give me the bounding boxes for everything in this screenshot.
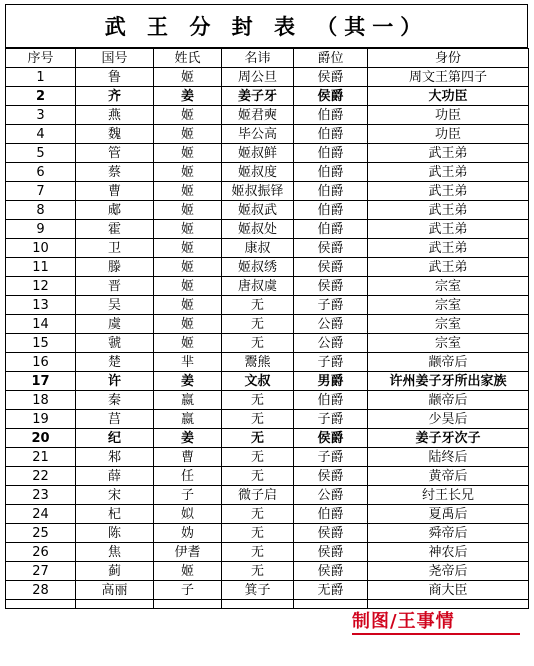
table-cell: 侯爵 xyxy=(294,258,368,277)
table-cell: 嬴 xyxy=(154,410,222,429)
table-cell: 商大臣 xyxy=(368,581,529,600)
table-cell: 舜帝后 xyxy=(368,524,529,543)
table-cell: 无 xyxy=(222,448,294,467)
table-cell: 虞 xyxy=(76,315,154,334)
table-cell: 伯爵 xyxy=(294,182,368,201)
table-cell: 妫 xyxy=(154,524,222,543)
table-cell: 箕子 xyxy=(222,581,294,600)
table-cell: 侯爵 xyxy=(294,277,368,296)
table-cell: 16 xyxy=(6,353,76,372)
table-cell: 姬 xyxy=(154,315,222,334)
table-cell: 周公旦 xyxy=(222,68,294,87)
table-cell: 伯爵 xyxy=(294,505,368,524)
table-cell: 纪 xyxy=(76,429,154,448)
table-cell: 鲁 xyxy=(76,68,154,87)
table-cell: 无 xyxy=(222,543,294,562)
table-body xyxy=(6,49,529,609)
table-cell: 吴 xyxy=(76,296,154,315)
table-cell: 宗室 xyxy=(368,277,529,296)
table-cell: 无 xyxy=(222,562,294,581)
table-cell: 纣王长兄 xyxy=(368,486,529,505)
table-cell: 武王弟 xyxy=(368,163,529,182)
table-row xyxy=(6,562,529,581)
table-cell: 13 xyxy=(6,296,76,315)
table-cell: 10 xyxy=(6,239,76,258)
table-cell: 管 xyxy=(76,144,154,163)
table-cell: 毕公高 xyxy=(222,125,294,144)
table-row xyxy=(6,201,529,220)
table-cell: 楚 xyxy=(76,353,154,372)
table-cell: 姜 xyxy=(154,372,222,391)
table-cell: 黄帝后 xyxy=(368,467,529,486)
table-cell: 侯爵 xyxy=(294,87,368,106)
table-cell: 姬 xyxy=(154,296,222,315)
table-cell: 许 xyxy=(76,372,154,391)
table-cell: 颛帝后 xyxy=(368,391,529,410)
table-cell: 晋 xyxy=(76,277,154,296)
table-cell: 姬叔鲜 xyxy=(222,144,294,163)
table-cell: 功臣 xyxy=(368,125,529,144)
table-row xyxy=(6,220,529,239)
table-row xyxy=(6,524,529,543)
table-cell: 伊耆 xyxy=(154,543,222,562)
table-cell: 无 xyxy=(222,334,294,353)
table-cell: 任 xyxy=(154,467,222,486)
column-header: 名讳 xyxy=(222,49,294,68)
table-cell: 姬叔武 xyxy=(222,201,294,220)
table-cell: 伯爵 xyxy=(294,125,368,144)
column-header: 爵位 xyxy=(294,49,368,68)
header-row xyxy=(6,49,529,68)
table-row xyxy=(6,87,529,106)
table-cell: 燕 xyxy=(76,106,154,125)
table-cell: 姬君奭 xyxy=(222,106,294,125)
table-cell: 宋 xyxy=(76,486,154,505)
table-cell: 1 xyxy=(6,68,76,87)
table-cell: 5 xyxy=(6,144,76,163)
table-cell: 武王弟 xyxy=(368,144,529,163)
table-row xyxy=(6,486,529,505)
table-row xyxy=(6,182,529,201)
table-row xyxy=(6,467,529,486)
table-cell: 微子启 xyxy=(222,486,294,505)
table-cell: 姬 xyxy=(154,220,222,239)
table-cell: 滕 xyxy=(76,258,154,277)
table-cell: 宗室 xyxy=(368,296,529,315)
table-cell: 武王弟 xyxy=(368,201,529,220)
table-cell: 姬叔绣 xyxy=(222,258,294,277)
table-cell: 姬 xyxy=(154,239,222,258)
table-cell: 姬 xyxy=(154,144,222,163)
table-row xyxy=(6,144,529,163)
table-cell: 3 xyxy=(6,106,76,125)
column-header: 序号 xyxy=(6,49,76,68)
blank-cell xyxy=(6,600,76,609)
table-row xyxy=(6,163,529,182)
table-cell: 姬叔度 xyxy=(222,163,294,182)
blank-cell xyxy=(222,600,294,609)
table-cell: 姬叔振铎 xyxy=(222,182,294,201)
table-cell: 莒 xyxy=(76,410,154,429)
table-cell: 伯爵 xyxy=(294,391,368,410)
table-cell: 唐叔虞 xyxy=(222,277,294,296)
table-cell: 武王弟 xyxy=(368,239,529,258)
table-cell: 霍 xyxy=(76,220,154,239)
table-cell: 宗室 xyxy=(368,334,529,353)
table-cell: 22 xyxy=(6,467,76,486)
table-cell: 无 xyxy=(222,524,294,543)
table-cell: 24 xyxy=(6,505,76,524)
table-cell: 齐 xyxy=(76,87,154,106)
table-cell: 28 xyxy=(6,581,76,600)
table-cell: 26 xyxy=(6,543,76,562)
table-row xyxy=(6,125,529,144)
table-cell: 芈 xyxy=(154,353,222,372)
table-cell: 大功臣 xyxy=(368,87,529,106)
table-cell: 子 xyxy=(154,581,222,600)
table-row xyxy=(6,277,529,296)
table-cell: 6 xyxy=(6,163,76,182)
table-cell: 15 xyxy=(6,334,76,353)
table-cell: 伯爵 xyxy=(294,220,368,239)
table-cell: 曹 xyxy=(154,448,222,467)
table-cell: 23 xyxy=(6,486,76,505)
table-cell: 姜子牙次子 xyxy=(368,429,529,448)
table-cell: 蔡 xyxy=(76,163,154,182)
table-cell: 无 xyxy=(222,391,294,410)
table-cell: 嬴 xyxy=(154,391,222,410)
table-cell: 焦 xyxy=(76,543,154,562)
table-cell: 颛帝后 xyxy=(368,353,529,372)
table-cell: 伯爵 xyxy=(294,106,368,125)
table-cell: 子爵 xyxy=(294,296,368,315)
table-cell: 姬 xyxy=(154,258,222,277)
table-cell: 夏禹后 xyxy=(368,505,529,524)
table-cell: 姒 xyxy=(154,505,222,524)
table-cell: 薛 xyxy=(76,467,154,486)
table-cell: 侯爵 xyxy=(294,239,368,258)
table-cell: 曹 xyxy=(76,182,154,201)
column-header: 国号 xyxy=(76,49,154,68)
table-cell: 17 xyxy=(6,372,76,391)
table-cell: 文叔 xyxy=(222,372,294,391)
table-cell: 27 xyxy=(6,562,76,581)
table-cell: 7 xyxy=(6,182,76,201)
table-cell: 郕 xyxy=(76,201,154,220)
table-cell: 武王弟 xyxy=(368,182,529,201)
table-cell: 康叔 xyxy=(222,239,294,258)
table-cell: 姬叔处 xyxy=(222,220,294,239)
table-cell: 男爵 xyxy=(294,372,368,391)
table-cell: 神农后 xyxy=(368,543,529,562)
table-cell: 秦 xyxy=(76,391,154,410)
table-row xyxy=(6,353,529,372)
table-cell: 卫 xyxy=(76,239,154,258)
table-row xyxy=(6,106,529,125)
table-row xyxy=(6,296,529,315)
table-row xyxy=(6,239,529,258)
table-cell: 18 xyxy=(6,391,76,410)
table-row xyxy=(6,372,529,391)
table-cell: 子爵 xyxy=(294,353,368,372)
table-cell: 尧帝后 xyxy=(368,562,529,581)
table-row xyxy=(6,448,529,467)
table-cell: 姜子牙 xyxy=(222,87,294,106)
table-row xyxy=(6,429,529,448)
table-cell: 4 xyxy=(6,125,76,144)
blank-cell xyxy=(76,600,154,609)
table-cell: 武王弟 xyxy=(368,220,529,239)
table-cell: 无 xyxy=(222,467,294,486)
blank-cell xyxy=(154,600,222,609)
table-cell: 姬 xyxy=(154,334,222,353)
table-cell: 21 xyxy=(6,448,76,467)
table-row xyxy=(6,258,529,277)
table-cell: 侯爵 xyxy=(294,467,368,486)
table-cell: 子 xyxy=(154,486,222,505)
table-row xyxy=(6,315,529,334)
column-header: 姓氏 xyxy=(154,49,222,68)
table-cell: 伯爵 xyxy=(294,163,368,182)
table-cell: 姬 xyxy=(154,163,222,182)
table-cell: 周文王第四子 xyxy=(368,68,529,87)
table-cell: 11 xyxy=(6,258,76,277)
table-cell: 姬 xyxy=(154,182,222,201)
table-cell: 公爵 xyxy=(294,315,368,334)
table-cell: 鬻熊 xyxy=(222,353,294,372)
table-cell: 无 xyxy=(222,315,294,334)
fief-table xyxy=(5,48,529,609)
table-cell: 高丽 xyxy=(76,581,154,600)
fief-table-sheet xyxy=(5,4,528,609)
table-cell: 侯爵 xyxy=(294,562,368,581)
table-cell: 子爵 xyxy=(294,448,368,467)
table-cell: 虢 xyxy=(76,334,154,353)
table-cell: 20 xyxy=(6,429,76,448)
table-row xyxy=(6,334,529,353)
table-cell: 公爵 xyxy=(294,486,368,505)
table-cell: 无爵 xyxy=(294,581,368,600)
table-cell: 8 xyxy=(6,201,76,220)
table-cell: 魏 xyxy=(76,125,154,144)
table-cell: 杞 xyxy=(76,505,154,524)
table-cell: 子爵 xyxy=(294,410,368,429)
table-cell: 侯爵 xyxy=(294,429,368,448)
table-row xyxy=(6,68,529,87)
table-cell: 25 xyxy=(6,524,76,543)
table-cell: 14 xyxy=(6,315,76,334)
table-cell: 无 xyxy=(222,410,294,429)
table-row xyxy=(6,505,529,524)
table-cell: 姬 xyxy=(154,125,222,144)
table-row xyxy=(6,581,529,600)
column-header: 身份 xyxy=(368,49,529,68)
table-cell: 姬 xyxy=(154,562,222,581)
table-row xyxy=(6,410,529,429)
table-cell: 姜 xyxy=(154,429,222,448)
table-cell: 2 xyxy=(6,87,76,106)
table-cell: 伯爵 xyxy=(294,201,368,220)
table-cell: 姬 xyxy=(154,106,222,125)
table-title: 武 王 分 封 表 （其一） xyxy=(5,4,528,48)
table-cell: 武王弟 xyxy=(368,258,529,277)
table-cell: 无 xyxy=(222,505,294,524)
credit-label: 制图/王事情 xyxy=(352,611,455,632)
table-cell: 19 xyxy=(6,410,76,429)
table-cell: 功臣 xyxy=(368,106,529,125)
table-cell: 侯爵 xyxy=(294,68,368,87)
table-cell: 许州姜子牙所出家族 xyxy=(368,372,529,391)
table-cell: 蓟 xyxy=(76,562,154,581)
table-cell: 12 xyxy=(6,277,76,296)
table-cell: 9 xyxy=(6,220,76,239)
table-cell: 姬 xyxy=(154,201,222,220)
table-cell: 无 xyxy=(222,296,294,315)
table-cell: 姬 xyxy=(154,68,222,87)
credit-underline xyxy=(352,633,520,635)
table-cell: 陆终后 xyxy=(368,448,529,467)
table-cell: 少昊后 xyxy=(368,410,529,429)
table-cell: 侯爵 xyxy=(294,543,368,562)
table-cell: 伯爵 xyxy=(294,144,368,163)
table-cell: 邾 xyxy=(76,448,154,467)
table-cell: 陈 xyxy=(76,524,154,543)
table-cell: 无 xyxy=(222,429,294,448)
table-cell: 公爵 xyxy=(294,334,368,353)
table-row xyxy=(6,391,529,410)
table-cell: 姜 xyxy=(154,87,222,106)
table-cell: 侯爵 xyxy=(294,524,368,543)
table-row xyxy=(6,543,529,562)
table-cell: 姬 xyxy=(154,277,222,296)
table-cell: 宗室 xyxy=(368,315,529,334)
